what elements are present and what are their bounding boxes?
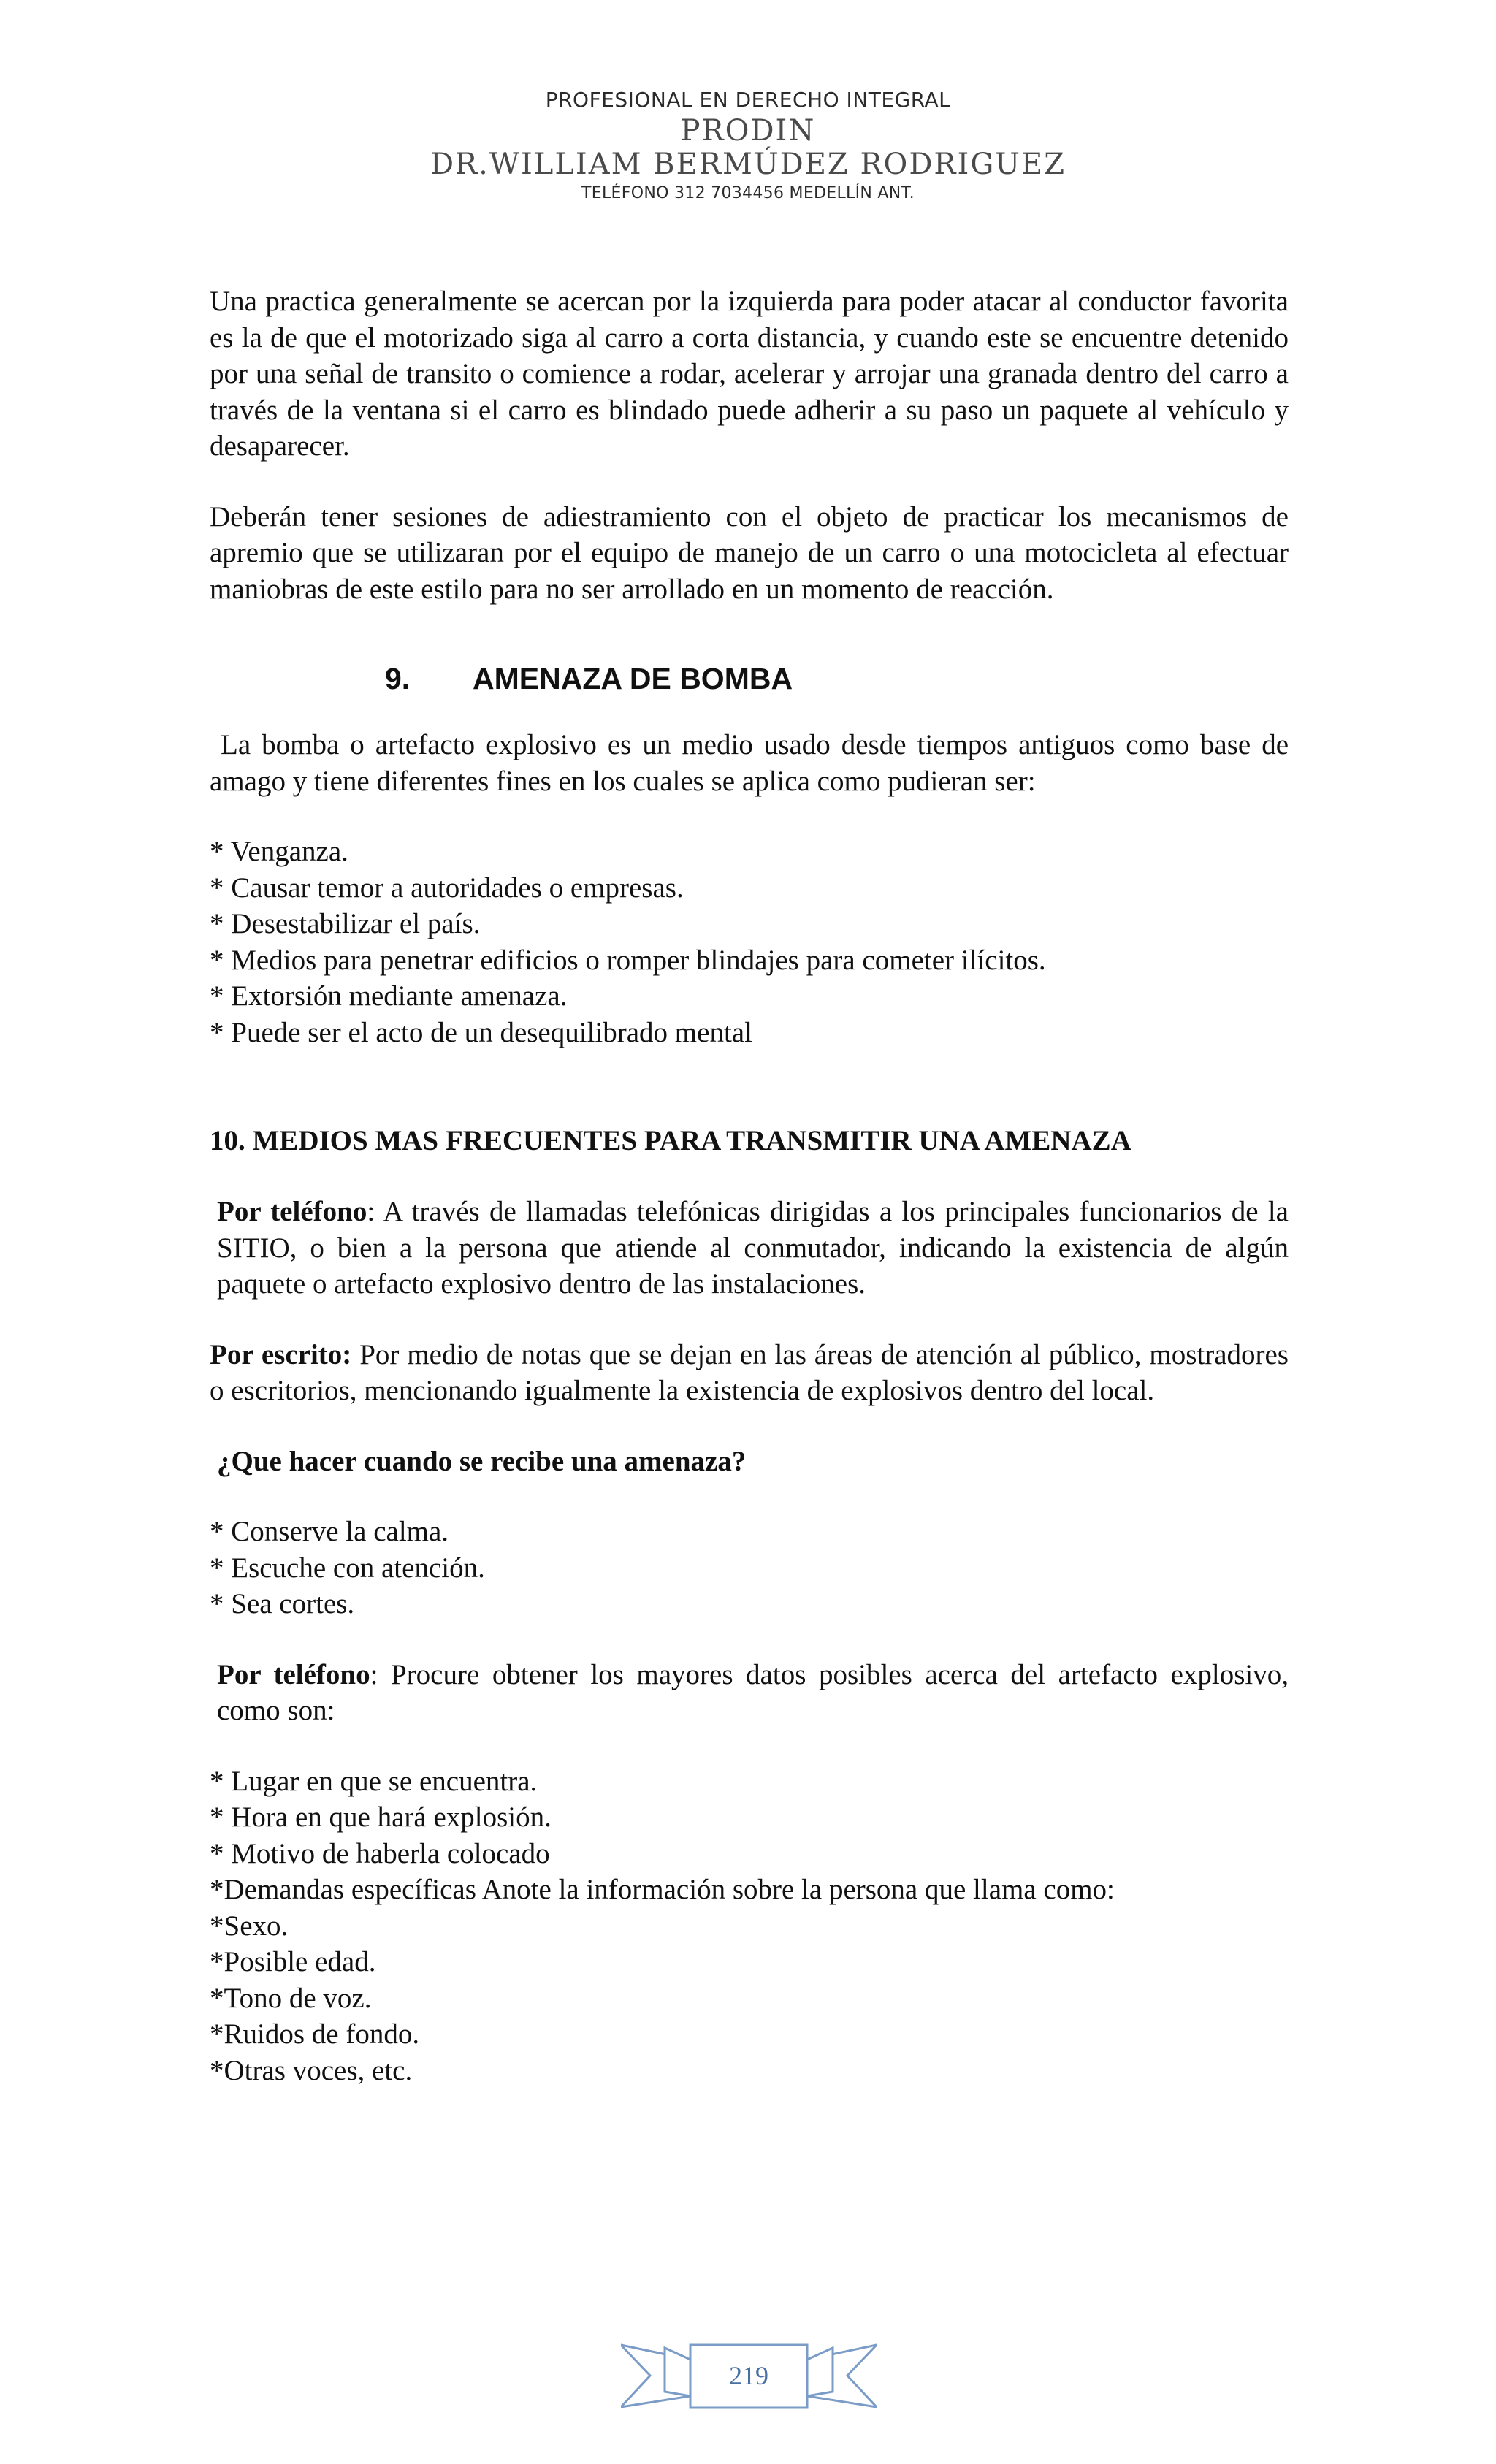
section-9-number: 9. (385, 662, 411, 695)
telefono2-label: Por teléfono (217, 1658, 370, 1690)
spacer (210, 1479, 1289, 1514)
section-9-title: AMENAZA DE BOMBA (473, 662, 793, 695)
header-line-3: DR.WILLIAM BERMÚDEZ RODRIGUEZ (430, 148, 1066, 181)
page-number: 219 (729, 2361, 768, 2390)
telefono-text: : A través de llamadas telefónicas dirigidas a los principales funcionarios de la SITIO, o bien a la persona que atiende al conmutador, indicando la existencia de algún paquete o artefacto explosivo dentro de las instalaciones. (217, 1196, 1289, 1300)
paragraph-1: Una practica generalmente se acercan por la izquierda para poder atacar al conductor favorita es la de que el motorizado siga al carro a corta distancia, y cuando este se encuentre detenido por una señal de transito o comience a rodar, acelerar y arrojar una granada dentro del carro a través de la ventana si el carro es blindado puede adherir a su paso un paquete al vehículo y desaparecer. (210, 286, 1289, 462)
section-9-list (210, 834, 1289, 1050)
escrito-text: Por medio de notas que se dejan en las áreas de atención al público, mostradores o escritorios, mencionando igualmente la existencia de explosivos dentro del local. (210, 1338, 1296, 1406)
paragraph-2: Deberán tener sesiones de adiestramiento con el objeto de practicar los mecanismos de apremio que se utilizaran por el equipo de manejo de un carro o una motocicleta al efectuar maniobras de este estilo para no ser arrollado en un momento de reacción. (210, 500, 1289, 605)
list-item: * Extorsión mediante amenaza. (210, 980, 568, 1012)
list-item: *Ruidos de fondo. (210, 2018, 420, 2050)
list-item: * Lugar en que se encuentra. (210, 1765, 538, 1797)
telefono2-paragraph (210, 1657, 1289, 1729)
spacer (210, 1159, 1289, 1194)
list-item: * Medios para penetrar edificios o romper blindajes para cometer ilícitos. (210, 944, 1046, 976)
telefono-label: Por teléfono (217, 1196, 367, 1227)
list-item: * Motivo de haberla colocado (210, 1837, 550, 1869)
spacer (210, 701, 1289, 727)
spacer (210, 1302, 1289, 1337)
telefono2-text: : Procure obtener los mayores datos posibles acerca del artefacto explosivo, como son: (217, 1658, 1289, 1726)
header-line-4: TELÉFONO 312 7034456 MEDELLÍN ANT. (581, 184, 915, 202)
list-item: *Otras voces, etc. (210, 2054, 413, 2086)
header-line-1: PROFESIONAL EN DERECHO INTEGRAL (545, 88, 951, 112)
telefono-paragraph (210, 1194, 1289, 1302)
section-10-heading: 10. MEDIOS MAS FRECUENTES PARA TRANSMITIR UNA AMENAZA (210, 1125, 1131, 1156)
spacer (210, 1050, 1289, 1123)
spacer (210, 1729, 1289, 1763)
list-item: * Puede ser el acto de un desequilibrado mental (210, 1016, 752, 1048)
list-item: * Conserve la calma. (210, 1516, 449, 1547)
list-item: * Escuche con atención. (210, 1552, 485, 1584)
list-item: * Venganza. (210, 836, 348, 867)
list-item: *Tono de voz. (210, 1982, 372, 2014)
header-line-2: PRODIN (680, 114, 816, 148)
spacer (210, 1409, 1289, 1443)
list-item: *Sexo. (210, 1910, 289, 1942)
spacer (210, 607, 1289, 657)
calm-list (210, 1514, 1289, 1622)
spacer (210, 465, 1289, 499)
list-item: *Demandas específicas Anote la información sobre la persona que llama como: (210, 1874, 1115, 1905)
section-9-heading (210, 657, 1289, 701)
escrito-paragraph (210, 1337, 1296, 1409)
question-heading (210, 1443, 1289, 1480)
list-item: *Posible edad. (210, 1946, 376, 1977)
list-item: * Desestabilizar el país. (210, 908, 481, 939)
escrito-label: Por escrito: (210, 1338, 352, 1370)
list-item: * Causar temor a autoridades o empresas. (210, 871, 684, 904)
spacer (210, 799, 1289, 834)
spacer (210, 1622, 1289, 1657)
list-item: * Sea cortes. (210, 1588, 355, 1620)
page-content (210, 283, 1296, 2089)
page-header (0, 86, 1496, 206)
section-9-intro: La bomba o artefacto explosivo es un medio usado desde tiempos antiguos como base de amago y tiene diferentes fines en los cuales se aplica como pudieran ser: (210, 729, 1296, 797)
list-item: * Hora en que hará explosión. (210, 1801, 552, 1833)
data-list (210, 1763, 1289, 2089)
question-text: ¿Que hacer cuando se recibe una amenaza? (217, 1445, 747, 1477)
